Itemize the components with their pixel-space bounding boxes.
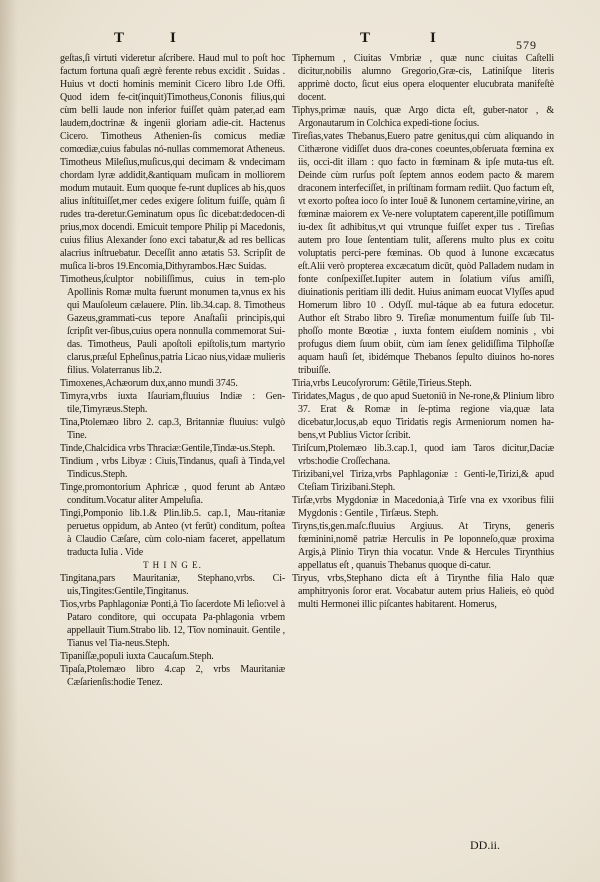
dictionary-entry: Tinde,Chalcidica vrbs Thraciæ:Gentile,Tindæ-us.Steph. (60, 443, 276, 454)
dictionary-entry: Tingitana,pars Mauritaniæ, Stephano,vrbs. Ci-uis,Tingites:Gentile,Tingitanus. (60, 573, 285, 597)
dictionary-entry: Tios,vrbs Paphlagoniæ Ponti,à Tio ſacerdote Mi leſio:vel à Pataro conditore, qui occupata Pa-phlagonia vrbem appellauit Tium.Strabo lib. 12, Τῖον nominauit. Gentile , Tianus vel Tia-neus.Steph. (60, 599, 285, 649)
left-column (60, 52, 285, 689)
running-head-left-i: I (170, 30, 177, 46)
running-head-right-t: T (360, 30, 372, 46)
dictionary-entry: Tina,Ptolemæo libro 2. cap.3, Britanniæ fluuius: vulgò Tine. (60, 417, 285, 441)
dictionary-entry: Tiphys,primæ nauis, quæ Argo dicta eſt, guber-nator , & Argonautarum in Colchica expedi-tione ſocius. (292, 105, 554, 129)
page-edge-shadow (0, 0, 18, 882)
dictionary-entry: Tinge,promontorium Aphricæ , quod ferunt ab Antæo conditum.Vocatur aliter Ampeluſia. (60, 482, 285, 506)
dictionary-entry: Timotheus,ſculptor nobiliſſimus, cuius in tem-plo Apollinis Romæ multa fuerunt monumen ta,vnus ex his qui Mauſoleum cælauere. Plin. lib.34.cap. 8. Timotheus Gazeus,grammati-cus tepore Anaſtaſii principis,qui ſcripſit ver-ſibus,cuius opera nonnulla commemorat Sui-das. Timotheus, Pauli apoſtoli epiſtolis,tum martyrio clarus,præſul Epheſinus,patria Licao nius,vidaæ mulieris filius. Volaterranus lib.2. (60, 274, 285, 376)
right-column (292, 52, 554, 611)
dictionary-entry: T H I N G E. (143, 560, 202, 570)
dictionary-entry: Tirizibani,vel Tiriza,vrbs Paphlagoniæ : Genti-le,Tirizi,& apud Cteſiam Tirizibani.Steph. (292, 469, 554, 493)
dictionary-entry: Tirſæ,vrbs Mygdoniæ in Macedonia,à Tirſe vna ex vxoribus filii Mygdonis : Gentile , Tirſæus. Steph. (292, 495, 554, 519)
dictionary-entry: Tiryus, vrbs,Stephano dicta eſt à Tirynthe filia Halo quæ amphitryonis ſoror erat. Vocabatur autem prius Halieis, eò quòd multi Hermonei illic piſcantes habitarent. Homerus, (292, 573, 554, 610)
dictionary-entry: Timyra,vrbs iuxta Iſauriam,fluuius Indiæ : Gen-tile,Timyræus.Steph. (60, 391, 285, 415)
running-head-right-i: I (430, 30, 437, 46)
dictionary-entry: Tipaniſſæ,populi iuxta Caucaſum.Steph. (60, 651, 214, 662)
dictionary-entry: Tiria,vrbs Leucoſyrorum: Gētile,Tirieus.Steph. (292, 378, 472, 389)
dictionary-entry: Tiriſcum,Ptolemæo lib.3.cap.1, quod iam Taros dicitur,Daciæ vrbs:hodie Croſſechana. (292, 443, 554, 467)
running-head-left-t: T (114, 30, 126, 46)
signature-mark: DD.ii. (470, 838, 500, 852)
page-number: 579 (516, 38, 537, 52)
dictionary-entry: Tiridates,Magus , de quo apud Suetoniū in Ne-rone,& Plinium libro 37. Erat & Romæ in ſe-ptima regione via,quæ lata dicebatur,locus,ab equo Tiridatis regis Armeniorum nomen ha-bens,vt Publius Victor ſcribit. (292, 391, 554, 441)
dictionary-entry: geſtas,ſi virtuti videretur aſcribere. Haud mul to poſt hoc factum fortuna quaſi ægrè ferente rebus excidit . Suidas . Huius vt docti hominis meminit Cicero libro I.de Offi. Quod idem fe-cit(inquit)Timotheus,Cononis filius,qui cùm belli laude non inferior fuiſſet quàm pater,ad eam laudem,doctrinæ & ingenii gloriam adie-cit. Hactenus Cicero. Timotheus Athenien-ſis comicus mediæ comœdiæ,cuius fabulas nó-nullas commemorat Atheneus. Timotheus Mileſius,muſicus,qui decimam & vndecimam chordam lyræ addidit,&antiquam muſicam in molliorem modum mutauit. Eum quoque fe-runt duplices ab his,quos alius inſtituiſſet,mer cedes exigere ſolitum fuiſſe, quàm ſi rudes tra-deretur.Geminatum opus ſic dicebat:dedocen-di prius,mox docendi. Emicuit tempore Philip pi Macedonis, cuius filius Alexander ſono exci tabatur,& ad res bellicas alacrius inſtruebatur. Deceſſit anno ætatis 53. Scripſit de muſica li-bros 19.Encomia,Dithyrambos.Hæc Suidas. (60, 53, 285, 272)
dictionary-entry: Timoxenes,Achæorum dux,anno mundi 3745. (60, 378, 238, 389)
dictionary-entry: Tipaſa,Ptolemæo libro 4.cap 2, vrbs Mauritaniæ Cæſarienſis:hodie Tenez. (60, 664, 285, 688)
dictionary-entry: Tiphernum , Ciuitas Vmbriæ , quæ nunc ciuitas Caſtelli dicitur,nobilis alumno Gregorio,Græ-cis, Latiniſque literis apprimè docto, ſicut eius opera eloquenter elucubrata manifeſtè docent. (292, 53, 554, 103)
dictionary-entry: Tireſias,vates Thebanus,Euero patre genitus,qui cùm aliquando in Cithærone vidiſſet duos dra-cones coeuntes,obſeruata fœmina ex iis, occi-dit illam : quo facto in fœminam & ipſe muta-tus eſt. Deinde cùm rurſus poſt ſeptem annos eodem pacto & marem draconem interfeciſſet, in priſtinam formam rediit. Quo factum eſt, vt exorto poſtea ioco ſo inter Iouē & Iunonem certamine,virine, an fœminæ maiorem ex Ve-nere voluptatem caperent,ille potiſſimum iu-dex ſit adhibitus,vt qui vtrunque fuiſſet exper tus . Tireſias autem pro Ioue ſententiam tulit, aſſerens multo plus ex coitu voluptatis perci-pere fœminas. Ob quod à Iunone excæcatus eſt.Alii verò propterea excæcatum dicūt, quòd Palladem nudam in fonte conſpexiſſet.Iupiter autem in ſolatium viſus amiſſi, diuinationis peritiam illi dedit. Huius animam euocat Vlyſſes apud Homerum libro 10 . Odyſſ. mul-táque ab ea futura edocetur. Author eſt Strabo libro 9. Tireſiæ monumentum fuiſſe ſub Til-phoſſo monte Bœotiæ , iuxta fontem eiuſdem nominis , vbi profugus diem ſuum obiit, cùm iam ſenex gelidiſſima Tilphoſſæ aquam hauſi ſet, ibidémque Thebanos ſepulto diuinos ho-nores tribuiſſe. (292, 131, 554, 376)
dictionary-entry: Tingi,Pomponio lib.1.& Plin.lib.5. cap.1, Mau-ritaniæ peruetus oppidum, ab Anteo (vt ferūt) conditum, poſtea à Claudio Cæſare, cùm colo-niam faceret, appellatum traducta Iulia . Vide (60, 508, 285, 558)
dictionary-entry: Tindium , vrbs Libyæ : Ciuis,Tindanus, quaſi à Tinda,vel Tindicus.Steph. (60, 456, 285, 480)
dictionary-entry: Tiryns,tis,gen.maſc.fluuius Argiuus. At Tiryns, generis fœminini,nomē patriæ Herculis in Pe loponneſo,quæ proxima Argis,à Plinio Tiryn thia vocatur. Vnde & Hercules Tirynthius appellatus eſt , quanuis Thebanus quoque di-catur. (292, 521, 554, 571)
